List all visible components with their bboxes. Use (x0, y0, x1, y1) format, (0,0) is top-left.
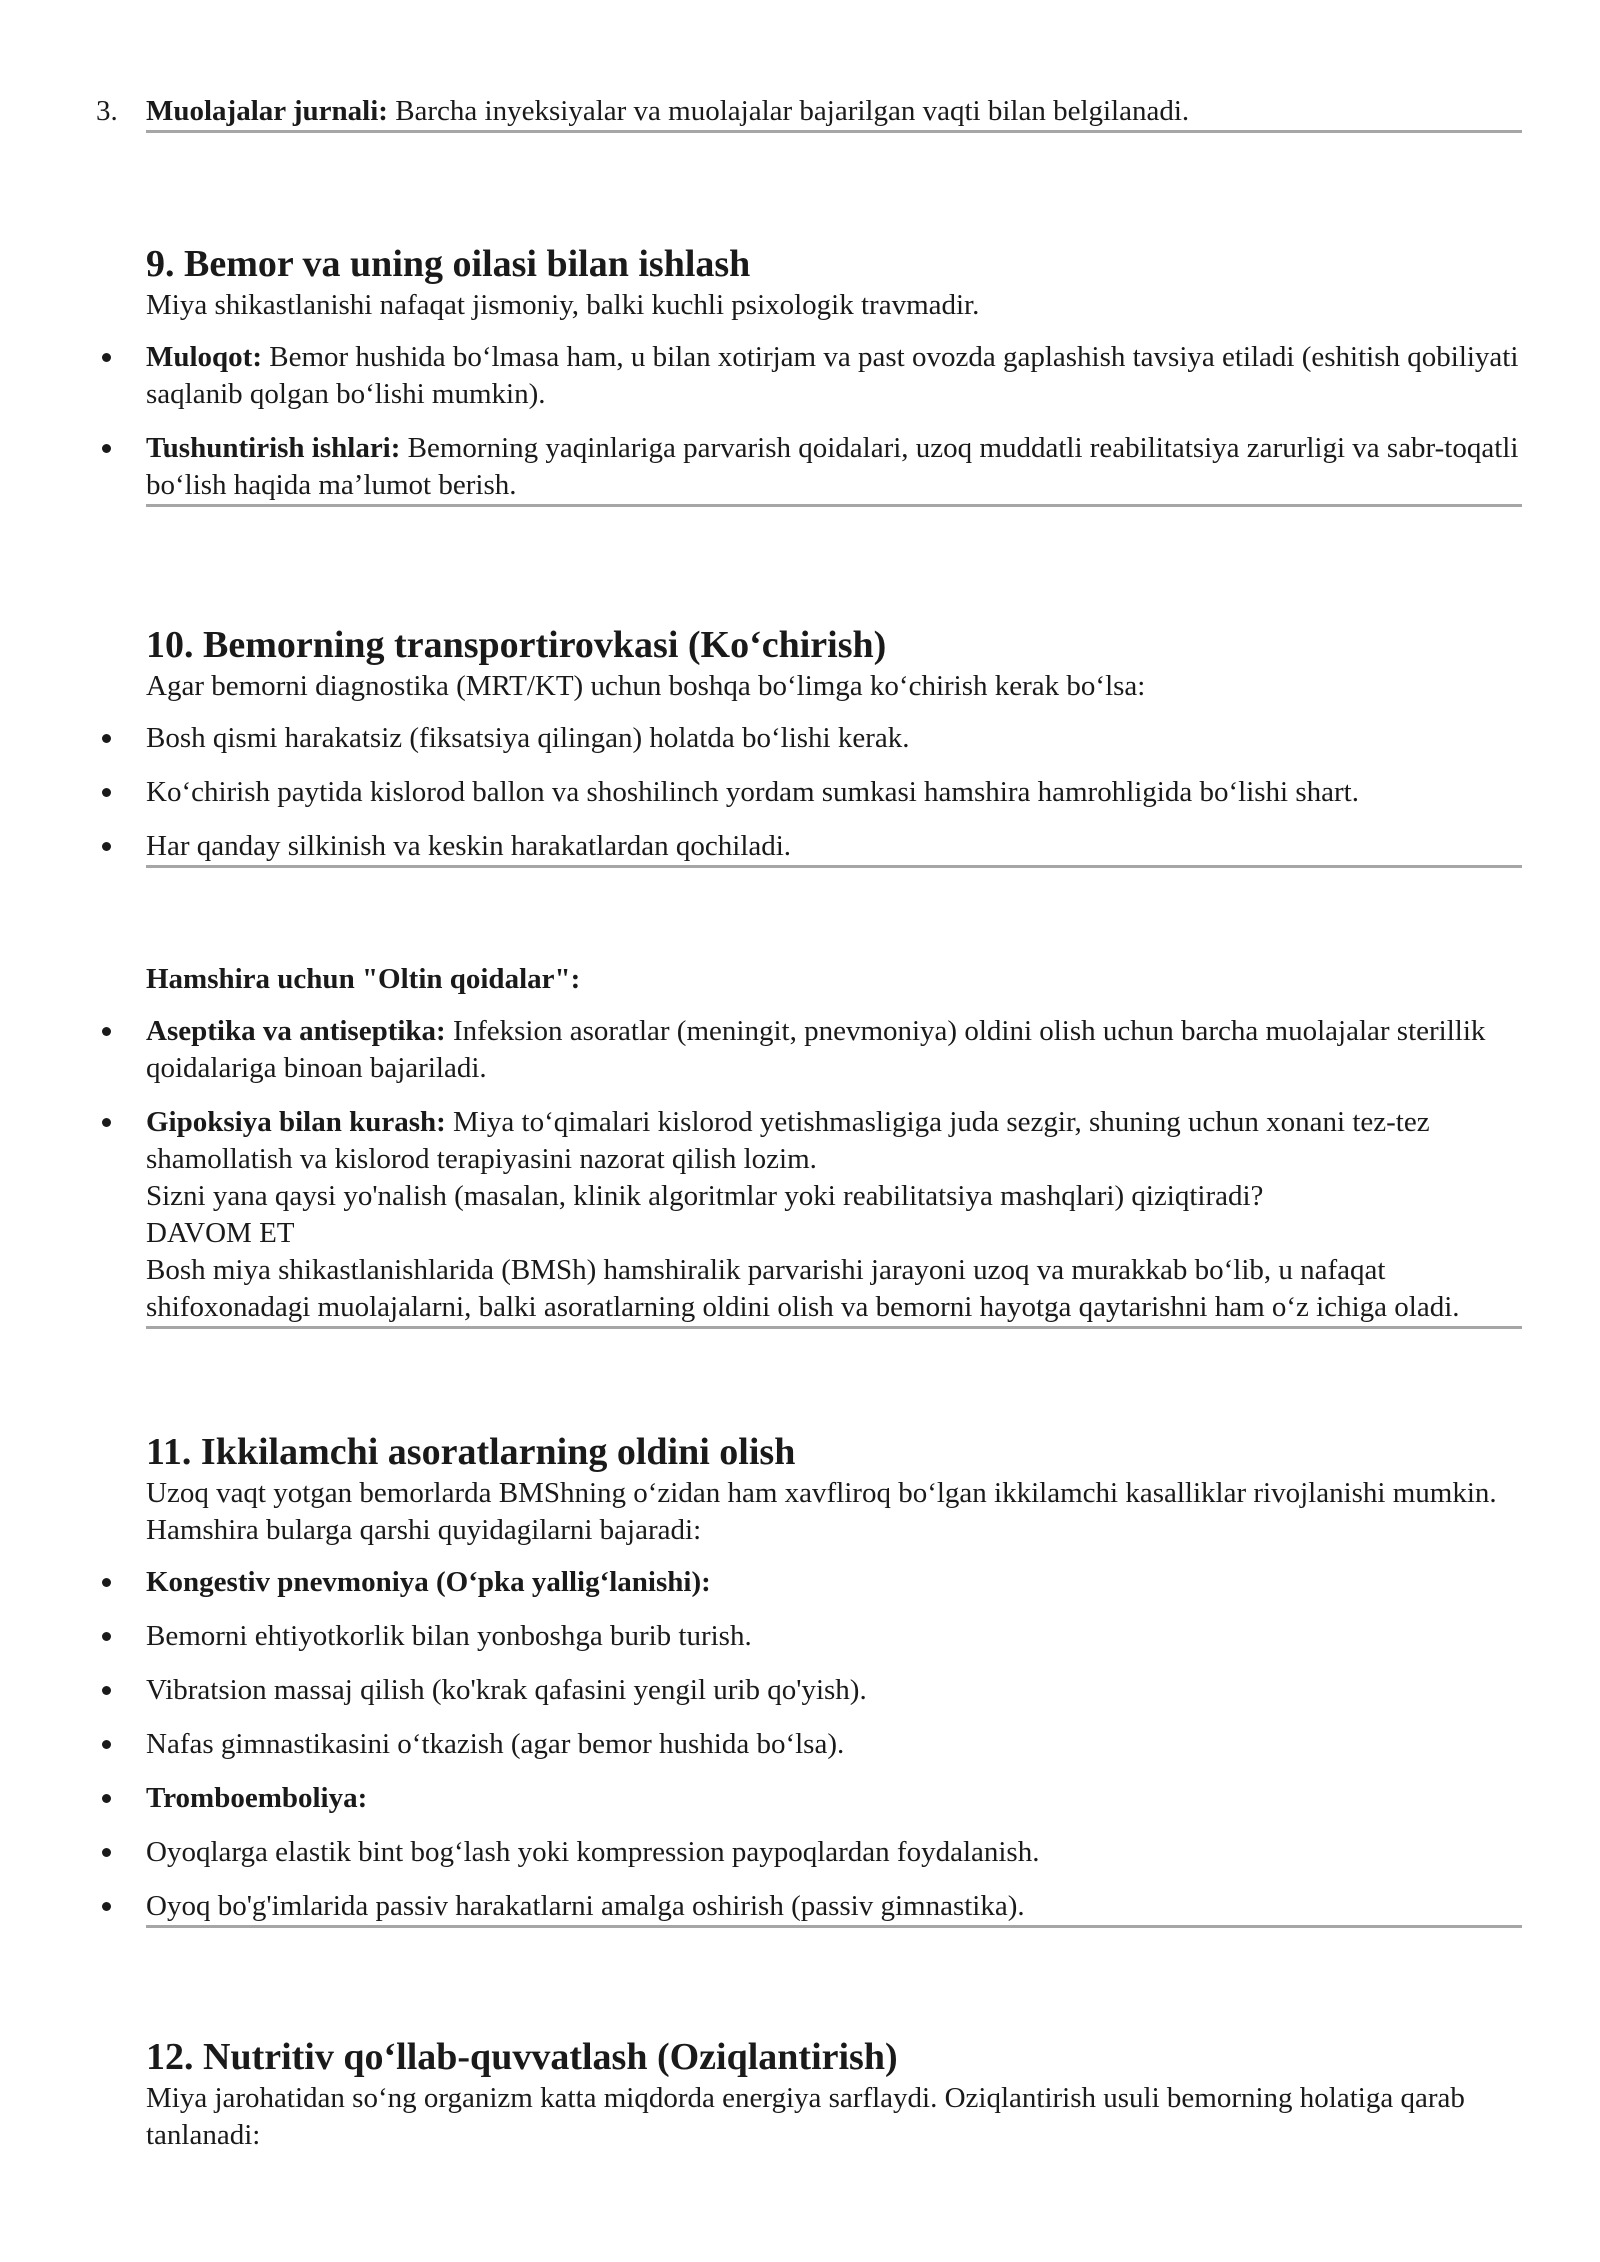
section-10 (146, 622, 1522, 868)
list-item (146, 1618, 1522, 1655)
item-label: Gipoksiya bilan kurash: (146, 1106, 446, 1138)
list-item (146, 1834, 1522, 1871)
document-content (96, 93, 1522, 2154)
item-text: Ko‘chirish paytida kislorod ballon va shoshilinch yordam sumkasi hamshira hamrohligida bo‘lishi shart. (146, 776, 1359, 808)
section-divider (146, 1925, 1522, 1928)
bullet-icon (96, 828, 116, 865)
list-item (146, 1672, 1522, 1709)
section-intro: Agar bemorni diagnostika (MRT/KT) uchun boshqa bo‘limga ko‘chirish kerak bo‘lsa: (146, 670, 1146, 702)
item-number: 3. (96, 95, 118, 127)
item-text: Miya to‘qimalari kislorod yetishmasligiga juda sezgir, shuning uchun xonani tez-tez shamollatish va kislorod terapiyasini nazorat qilish lozim. (146, 1106, 1430, 1175)
continue-text: DAVOM ET (146, 1217, 295, 1249)
bullet-icon (96, 1013, 116, 1050)
list-item (146, 1564, 1522, 1601)
list-item (146, 1726, 1522, 1763)
section-divider (146, 1326, 1522, 1329)
section-title: 10. Bemorning transportirovkasi (Ko‘chirish) (146, 624, 887, 666)
bullet-icon (96, 720, 116, 757)
section-11 (146, 1429, 1522, 1928)
item-label: Tushuntirish ishlari: (146, 432, 401, 464)
item-text: Oyoqlarga elastik bint bog‘lash yoki kompression paypoqlardan foydalanish. (146, 1836, 1040, 1868)
section-9 (146, 241, 1522, 507)
bullet-list (146, 339, 1522, 504)
bullet-icon (96, 339, 116, 376)
section-12 (146, 2034, 1522, 2154)
section-intro: Miya shikastlanishi nafaqat jismoniy, balki kuchli psixologik travmadir. (146, 289, 980, 321)
bullet-icon (96, 1564, 116, 1601)
item-label: Aseptika va antiseptika: (146, 1015, 446, 1047)
bullet-icon (96, 1888, 116, 1925)
bullet-list (146, 1564, 1522, 1925)
item-label: Muolajalar jurnali: (146, 95, 388, 127)
bullet-icon (96, 1834, 116, 1871)
bullet-list (146, 1013, 1522, 1326)
list-item (146, 720, 1522, 757)
list-item (146, 1780, 1522, 1817)
section-title: 11. Ikkilamchi asoratlarning oldini olish (146, 1431, 796, 1473)
bullet-icon (96, 1780, 116, 1817)
list-item (146, 430, 1522, 504)
section-title: 12. Nutritiv qo‘llab-quvvatlash (Oziqlantirish) (146, 2036, 898, 2078)
section-divider (146, 130, 1522, 133)
list-item (146, 774, 1522, 811)
item-text: Bemor hushida bo‘lmasa ham, u bilan xotirjam va past ovozda gaplashish tavsiya etiladi (eshitish qobiliyati saqlanib qolgan bo‘lishi mumkin). (146, 341, 1519, 410)
item-text: Oyoq bo'g'imlarida passiv harakatlarni amalga oshirish (passiv gimnastika). (146, 1890, 1025, 1922)
bullet-icon (96, 1618, 116, 1655)
list-item (146, 1013, 1522, 1087)
item-label: Kongestiv pnevmoniya (O‘pka yallig‘lanishi): (146, 1566, 711, 1598)
item-text: Infeksion asoratlar (meningit, pnevmoniya) oldini olish uchun barcha muolajalar sterillik qoidalariga binoan bajariladi. (146, 1015, 1486, 1084)
item-text: Bemorning yaqinlariga parvarish qoidalari, uzoq muddatli reabilitatsiya zarurligi va sabr-toqatli bo‘lish haqida ma’lumot berish. (146, 432, 1519, 501)
list-item (146, 828, 1522, 865)
list-item (146, 339, 1522, 413)
follow-up-question: Sizni yana qaysi yo'nalish (masalan, klinik algoritmlar yoki reabilitatsiya mashqlari) qiziqtiradi? (146, 1180, 1264, 1212)
section-intro: Uzoq vaqt yotgan bemorlarda BMShning o‘zidan ham xavfliroq bo‘lgan ikkilamchi kasalliklar rivojlanishi mumkin. Hamshira bularga qarshi quyidagilarni bajaradi: (146, 1477, 1497, 1546)
bullet-icon (96, 1104, 116, 1141)
list-item (146, 1888, 1522, 1925)
item-label: Muloqot: (146, 341, 262, 373)
item-text: Bemorni ehtiyotkorlik bilan yonboshga burib turish. (146, 1620, 752, 1652)
bullet-icon (96, 430, 116, 467)
item-text: Vibratsion massaj qilish (ko'krak qafasini yengil urib qo'yish). (146, 1674, 867, 1706)
section-title: 9. Bemor va uning oilasi bilan ishlash (146, 243, 751, 285)
intro-paragraph: Bosh miya shikastlanishlarida (BMSh) hamshiralik parvarishi jarayoni uzoq va murakkab bo‘lib, u nafaqat shifoxonadagi muolajalarni, balki asoratlarning oldini olish va bemorni hayotga qaytarishni ham o‘z ichiga oladi. (146, 1254, 1460, 1323)
section-intro: Miya jarohatidan so‘ng organizm katta miqdorda energiya sarflaydi. Oziqlantirish usuli bemorning holatiga qarab tanlanadi: (146, 2082, 1465, 2151)
item-text: Har qanday silkinish va keskin harakatlardan qochiladi. (146, 830, 792, 862)
item-label: Tromboemboliya: (146, 1782, 368, 1814)
bullet-icon (96, 1726, 116, 1763)
item-text: Barcha inyeksiyalar va muolajalar bajarilgan vaqti bilan belgilanadi. (387, 95, 1190, 127)
bullet-icon (96, 774, 116, 811)
section-divider (146, 504, 1522, 507)
golden-rules (146, 961, 1522, 1329)
bullet-list (146, 720, 1522, 865)
item-text: Bosh qismi harakatsiz (fiksatsiya qilingan) holatda bo‘lishi kerak. (146, 722, 910, 754)
section-divider (146, 865, 1522, 868)
list-item (146, 1104, 1522, 1326)
golden-rules-title: Hamshira uchun "Oltin qoidalar": (146, 963, 581, 995)
numbered-item-3 (96, 93, 1522, 130)
bullet-icon (96, 1672, 116, 1709)
item-text: Nafas gimnastikasini o‘tkazish (agar bemor hushida bo‘lsa). (146, 1728, 845, 1760)
